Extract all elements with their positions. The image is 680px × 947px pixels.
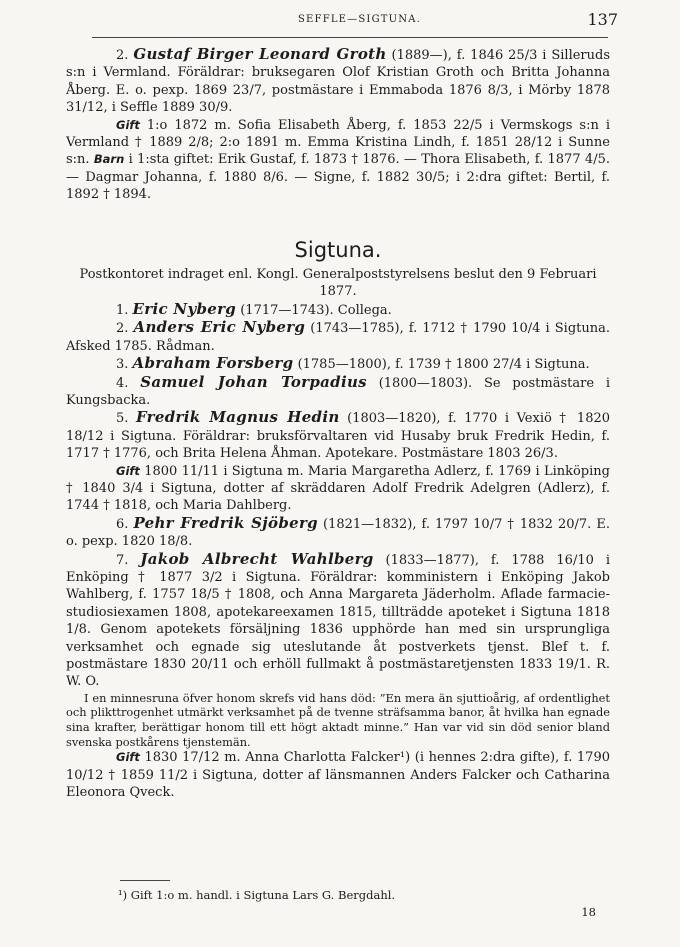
person-name: Pehr Fredrik Sjöberg xyxy=(133,513,318,532)
section-note: Postkontoret indraget enl. Kongl. Generalpoststyrelsens beslut den 9 Februari 1877. xyxy=(79,267,597,300)
entry-number: 7. xyxy=(116,552,129,568)
entry-number: 3. xyxy=(116,357,129,373)
entry-list xyxy=(66,301,610,802)
page-number: 137 xyxy=(587,10,618,29)
children-text: i 1:sta giftet: Erik Gustaf, f. 1873 † 1876. — Thora Elisabeth, f. 1877 4/5. — Dagmar Johanna, f. 1880 8/6. — Signe, f. 1882 30/5; i 2:dra giftet: Bertil, f. 1892 † 1894. xyxy=(66,152,610,203)
entry-6 xyxy=(66,515,610,551)
person-name: Eric Nyberg xyxy=(132,299,237,318)
marriage-text: 1800 11/11 i Sigtuna m. Maria Margaretha Adlerz, f. 1769 i Linköping † 1840 3/4 i Sigtuna, dotter af skräddaren Adolf Fredrik Adelgren (Adlerz), f. 1744 † 1818, och Maria Dahlberg. xyxy=(66,463,610,514)
person-name: Gustaf Birger Leonard Groth xyxy=(133,45,387,63)
marriage-text: 1:o 1872 m. Sofia Elisabeth Åberg, f. 1853 22/5 i Vermskogs s:n i Vermland † 1889 2/8; 2:o 1891 m. Emma Kristina Lindh, f. 1851 28/12 i Sunne s:n. xyxy=(66,117,610,168)
entry-text: (1717—1743). Collega. xyxy=(240,302,392,318)
entry-text: (1800—1803). Se postmästare i Kungsbacka. xyxy=(66,375,611,408)
footnote-rule xyxy=(120,880,170,881)
footnote: ¹) Gift 1:o m. handl. i Sigtuna Lars G. Bergdahl. xyxy=(118,888,396,902)
person-name: Jakob Albrecht Wahlberg xyxy=(140,549,374,568)
obituary-quote: I en minnesruna öfver honom skrefs vid hans död: ”En mera än sjuttioårig, af ordentlighet och plikttrogenhet utmärkt verksamhet på de tvenne sträfsamma banor, åt hvilka han egnade sina krafter, berättigar honom till ett högt aktadt minne.” Han var vid sin död senior bland svenska postkårens tjenstemän. xyxy=(66,690,610,749)
entry-text: (1803—1820), f. 1770 i Vexiö † 1820 18/12 i Sigtuna. Föräldrar: bruksförvaltaren vid Husaby bruk Fredrik Hedin, f. 1717 † 1776, och Brita Helena Åhman. Apotekare. Postmästare 1803 26/3. xyxy=(66,411,611,462)
barn-label: Barn xyxy=(93,152,125,167)
entry-number: 5. xyxy=(116,411,129,427)
gift-label: Gift xyxy=(116,750,140,765)
entry-number: 2. xyxy=(116,48,129,63)
entry-text: (1785—1800), f. 1739 † 1800 27/4 i Sigtuna. xyxy=(297,357,590,373)
entry-2 xyxy=(66,319,610,355)
person-name: Abraham Forsberg xyxy=(132,354,294,373)
intro-marriage xyxy=(66,117,610,204)
person-name: Fredrik Magnus Hedin xyxy=(136,408,340,427)
entry-text: (1821—1832), f. 1797 10/7 † 1832 20/7. E. o. pexp. 1820 18/8. xyxy=(66,516,610,550)
entry-text: (1743—1785), f. 1712 † 1790 10/4 i Sigtuna. Afsked 1785. Rådman. xyxy=(66,321,610,354)
running-head: SEFFLE—SIGTUNA. xyxy=(298,14,422,25)
person-name: Samuel Johan Torpadius xyxy=(140,372,367,391)
entry-text: (1833—1877), f. 1788 16/10 i Enköping † 1877 3/2 i Sigtuna. Föräldrar: komministern i Enköping Jakob Wahlberg, f. 1757 18/5 † 1808, och Anna Margareta Jäderholm. Aflade farmacie-studiosiexamen 1808, apotekareexamen 1815, tillträdde apoteket i Sigtuna 1818 1/8. Genom apotekets försäljning 1836 upphörde han med sin ursprungliga verksamhet och egnade sig uteslutande åt postverkets tjenst. Blef t. f. postmästare 1830 20/11 och erhöll fullmakt å postmästaretjensten 1833 19/1. R. W. O. xyxy=(66,552,610,690)
entry-3 xyxy=(66,355,610,373)
entry-text: (1889—), f. 1846 25/3 i Silleruds s:n i Vermland. Föräldrar: bruksegaren Olof Kristian Groth och Britta Johanna Åberg. E. o. pexp. 1869 23/7, postmästare i Emmaboda 1876 8/3, i Mörby 1878 31/12, i Seffle 1889 30/9. xyxy=(66,48,610,116)
signature-mark: 18 xyxy=(581,905,596,919)
gift-label: Gift xyxy=(116,463,140,478)
person-name: Anders Eric Nyberg xyxy=(133,318,306,337)
entry-number: 1. xyxy=(116,302,129,318)
gift-label: Gift xyxy=(116,117,140,132)
entry-5 xyxy=(66,409,610,462)
main-text xyxy=(66,46,610,801)
entry-number: 6. xyxy=(116,516,129,532)
marriage-paragraph xyxy=(66,463,610,515)
entry-number: 2. xyxy=(116,321,129,337)
marriage-paragraph xyxy=(66,749,610,801)
entry-4 xyxy=(66,374,610,410)
entry-7 xyxy=(66,551,610,691)
entry-1 xyxy=(66,301,610,319)
entry-number: 4. xyxy=(116,375,129,391)
section-title: Sigtuna. xyxy=(294,237,382,262)
intro-entry xyxy=(66,46,610,117)
marriage-text: 1830 17/12 m. Anna Charlotta Falcker¹) (i hennes 2:dra gifte), f. 1790 10/12 † 1859 11/2 i Sigtuna, dotter af länsmannen Anders Falcker och Catharina Eleonora Qveck. xyxy=(66,750,610,800)
header-rule xyxy=(92,37,608,38)
